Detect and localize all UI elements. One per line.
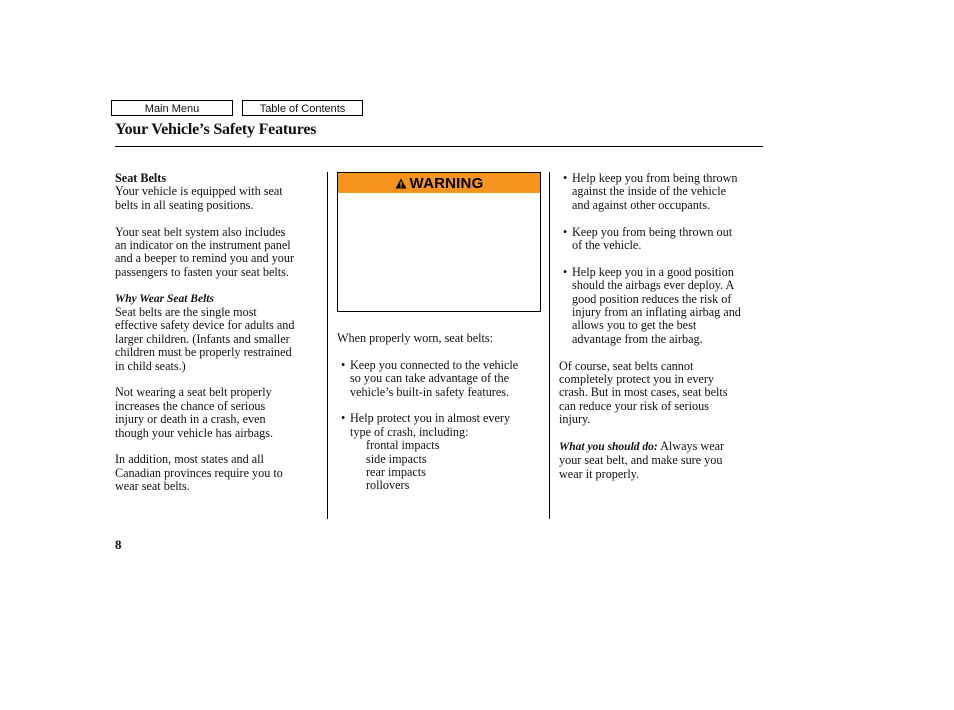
list-item: rear impacts	[366, 465, 426, 480]
paragraph: Of course, seat belts cannot completely protect you in every crash. But in most cases, seat belts can reduce your risk of serious injury.	[559, 358, 728, 427]
list-item: frontal impacts	[366, 438, 440, 453]
crash-type-list	[337, 439, 542, 493]
column-middle	[337, 332, 542, 493]
paragraph: When properly worn, seat belts:	[337, 331, 494, 345]
list-item: • Keep you from being thrown out of the vehicle.	[559, 226, 764, 253]
subsection-heading: Why Wear Seat Belts	[115, 292, 214, 305]
paragraph: What you should do: Always wear your seat belt, and make sure you wear it properly.	[559, 439, 725, 481]
paragraph: Not wearing a seat belt properly increases the chance of serious injury or death in a crash, even though your vehicle has airbags.	[115, 385, 274, 440]
title-divider	[115, 146, 763, 147]
inline-heading: What you should do:	[559, 441, 658, 454]
list-item: • Help keep you in a good position should the airbags ever deploy. A good position reduces the risk of injury from an inflating airbag and allows you to get the best advantage from the airbag.	[559, 266, 764, 346]
list-item: rollovers	[366, 478, 410, 493]
warning-triangle-icon	[395, 178, 407, 189]
list-item: • Help keep you from being thrown against the inside of the vehicle and against other occupants.	[559, 172, 764, 212]
paragraph: Your vehicle is equipped with seat belts in all seating positions.	[115, 184, 283, 212]
page-number: 8	[115, 537, 122, 552]
main-menu-button[interactable]: Main Menu	[111, 100, 233, 116]
page-title: Your Vehicle’s Safety Features	[115, 121, 317, 138]
list-item: • Help protect you in almost every type of crash, including:	[337, 412, 542, 439]
warning-label: WARNING	[409, 174, 484, 192]
list-item: • Keep you connected to the vehicle so you can take advantage of the vehicle’s built-in safety features.	[337, 359, 542, 399]
section-heading: Seat Belts	[115, 171, 167, 185]
list-item: side impacts	[366, 451, 427, 466]
paragraph: In addition, most states and all Canadian provinces require you to wear seat belts.	[115, 452, 283, 494]
warning-banner	[338, 173, 540, 193]
column-divider	[549, 172, 550, 519]
column-left	[115, 172, 320, 494]
warning-box	[337, 172, 541, 312]
column-divider	[327, 172, 328, 519]
column-right	[559, 172, 764, 481]
table-of-contents-button[interactable]: Table of Contents	[242, 100, 363, 116]
paragraph: Your seat belt system also includes an indicator on the instrument panel and a beeper to remind you and your passengers to fasten your seat belts.	[115, 224, 295, 279]
paragraph: Seat belts are the single most effective safety device for adults and larger children. (Infants and smaller children must be properly restrained in child seats.)	[115, 305, 295, 373]
